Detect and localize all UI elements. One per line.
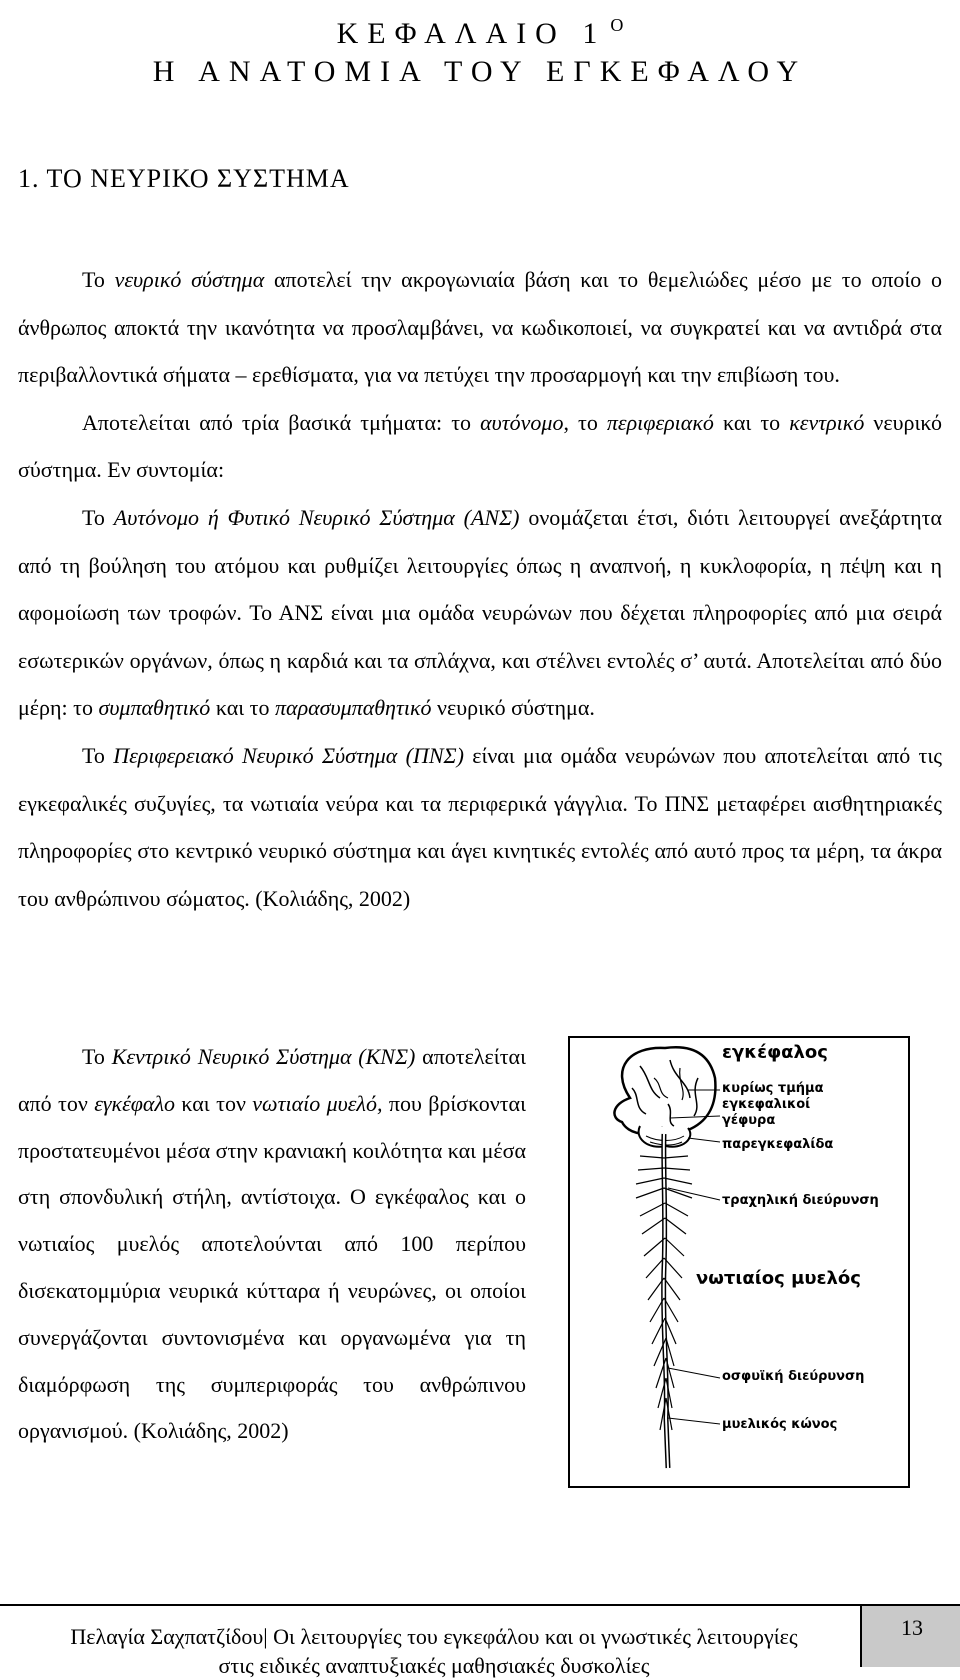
label-spinal-cord: νωτιαίος μυελός: [696, 1268, 861, 1289]
label-brain: εγκέφαλος: [722, 1042, 828, 1063]
section-title: 1. ΤΟ ΝΕΥΡΙΚΟ ΣΥΣΤΗΜΑ: [18, 164, 350, 193]
paragraph-nervous-system: Το νευρικό σύστημα αποτελεί την ακρογωνιαία βάση και το θεμελιώδες μέσο με το οποίο ο άνθρωπος αποκτά την ικανότητα να προσλαμβάνει, να κωδικοποιεί, να συγκρατεί και να αντιδρά στα περιβαλλοντικά σήματα – ερεθίσματα, για να πετύχει την προσαρμογή και την επιβίωση του.: [18, 267, 942, 388]
paragraph-pns: Το Περιφερειακό Νευρικό Σύστημα (ΠΝΣ) είναι μια ομάδα νευρώνων που αποτελείται από τις εγκεφαλικές συζυγίες, τα νωτιαία νεύρα και τα περιφερικά γάγγλια. Το ΠΝΣ μεταφέρει αισθητηριακές πληροφορίες στο κεντρικό νευρικό σύστημα και άγει κινητικές εντολές από αυτό προς τα μέρη, τα άκρα του ανθρώπινου σώματος. (Κολιάδης, 2002): [18, 742, 942, 911]
paragraph-cns: Το Κεντρικό Νευρικό Σύστημα (ΚΝΣ) αποτελείται από τον εγκέφαλο και τον νωτιαίο μυελό, που βρίσκονται προστατευμένοι μέσα στην κρανιακή κοιλότητα και μέσα στη σπονδυλική στήλη, αντίστοιχα. Ο εγκέφαλος και ο νωτιαίος μυελός αποτελούνται από 100 περίπου δισεκατομμύρια νευρικά κύτταρα ή νευρώνες, οι οποίοι συνεργάζονται συντονισμένα και οργανωμένα για τη διαμόρφωση της συμπεριφοράς του ανθρώπινου οργανισμού. (Κολιάδης, 2002): [18, 1044, 526, 1444]
label-lumbar: οσφυϊκή διεύρυνση: [722, 1369, 865, 1384]
label-conus: μυελικός κώνος: [722, 1417, 838, 1432]
label-pons: γέφυρα: [722, 1113, 776, 1128]
cns-figure: [568, 1036, 910, 1488]
label-main-part: κυρίως τμήμα: [722, 1081, 824, 1096]
page-footer: [14, 1622, 854, 1680]
chapter-subtitle: Η ΑΝΑΤΟΜΙΑ ΤΟΥ ΕΓΚΕΦΑΛΟΥ: [152, 55, 808, 88]
label-cerebellum: παρεγκεφαλίδα: [722, 1137, 834, 1152]
footer-line-2: στις ειδικές αναπτυξιακές μαθησιακές δυσκολίες: [218, 1653, 650, 1678]
paragraph-three-parts: Αποτελείται από τρία βασικά τμήματα: το αυτόνομο, το περιφεριακό και το κεντρικό νευρικό σύστημα. Εν συντομία:: [18, 409, 942, 483]
chapter-title: ΚΕΦΑΛΑΙΟ 1 $^O$: [336, 15, 624, 50]
chapter-header: [0, 6, 960, 91]
paragraph-ans: Το Αυτόνομο ή Φυτικό Νευρικό Σύστημα (ΑΝΣ) ονομάζεται έτσι, διότι λειτουργεί ανεξάρτητα από τη βούληση του ατόμου και ρυθμίζει λειτουργίες όπως η αναπνοή, η κυκλοφορία, η πέψη και η αφομοίωση των τροφών. Το ΑΝΣ είναι μια ομάδα νευρώνων που δέχεται πληροφορίες από μια σειρά εσωτερικών οργάνων, όπως η καρδιά και τα σπλάχνα, και στέλνει εντολές σ’ αυτά. Αποτελείται από δύο μέρη: το συμπαθητικό και το παρασυμπαθητικό νευρικό σύστημα.: [18, 504, 942, 721]
body-text: [18, 256, 942, 922]
footer-divider: [0, 1604, 960, 1606]
footer-line-1: Πελαγία Σαχπατζίδου| Οι λειτουργίες του εγκεφάλου και οι γνωστικές λειτουργίες: [70, 1624, 798, 1649]
page-number: 13: [860, 1606, 960, 1667]
label-hemispheres: εγκεφαλικοί: [722, 1097, 811, 1112]
label-cervical: τραχηλική διεύρυνση: [722, 1193, 879, 1208]
chapter-superscript: Ο: [610, 15, 624, 35]
